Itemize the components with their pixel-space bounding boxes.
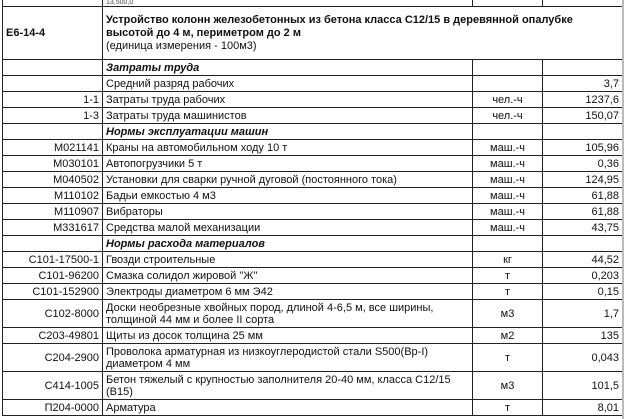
row-value: 105,96 (543, 140, 623, 156)
row-unit: т (473, 284, 543, 300)
table-row (3, 92, 623, 108)
header-row (3, 7, 623, 60)
row-value: 0,36 (543, 156, 623, 172)
row-value: 135 (543, 328, 623, 344)
table-row (3, 156, 623, 172)
row-code: 1-3 (3, 108, 103, 124)
row-unit: маш.-ч (473, 172, 543, 188)
row-code: П204-0000 (3, 400, 103, 416)
norm-title-cell (103, 7, 623, 60)
section-materials-title: Нормы расхода материалов (103, 236, 473, 252)
table-row (3, 220, 623, 236)
row-unit: м3 (473, 372, 543, 400)
row-code: С203-49801 (3, 328, 103, 344)
row-name: Установки для сварки ручной дуговой (постоянного тока) (103, 172, 473, 188)
norm-code: Е6-14-4 (3, 7, 103, 60)
row-name: Вибраторы (103, 204, 473, 220)
row-name: Бадьи емкостью 4 м3 (103, 188, 473, 204)
row-code: М021141 (3, 140, 103, 156)
row-code: С101-152900 (3, 284, 103, 300)
row-unit (473, 76, 543, 92)
row-value: 8,01 (543, 400, 623, 416)
row-unit: т (473, 400, 543, 416)
table-row (3, 344, 623, 372)
table-row (3, 188, 623, 204)
measure-note: (единица измерения - 100м3) (106, 39, 257, 52)
row-code: С101-96200 (3, 268, 103, 284)
table-row (3, 268, 623, 284)
row-name: Средний разряд рабочих (103, 76, 473, 92)
row-value: 61,88 (543, 188, 623, 204)
row-code: С102-8000 (3, 300, 103, 328)
row-value: 1237,6 (543, 92, 623, 108)
row-value: 1,7 (543, 300, 623, 328)
row-code: М110907 (3, 204, 103, 220)
row-name: Затраты труда рабочих (103, 92, 473, 108)
table-row (3, 140, 623, 156)
section-labor-title: Затраты труда (103, 60, 473, 76)
row-unit: маш.-ч (473, 204, 543, 220)
row-name: Доски необрезные хвойных пород, длиной 4-6,5 м, все ширины, толщиной 44 мм и более II сорта (103, 300, 473, 328)
row-unit: маш.-ч (473, 156, 543, 172)
top-fragment: 13,500,0 (103, 0, 473, 7)
row-value: 124,95 (543, 172, 623, 188)
row-code: 1-1 (3, 92, 103, 108)
section-row (3, 124, 623, 140)
row-unit: кг (473, 252, 543, 268)
row-name: Проволока арматурная из низкоуглеродистой стали S500(Вр-I) диаметром 4 мм (103, 344, 473, 372)
table-row (3, 300, 623, 328)
row-code: С101-17500-1 (3, 252, 103, 268)
row-code: С414-1005 (3, 372, 103, 400)
table-row (3, 400, 623, 416)
row-value: 3,7 (543, 76, 623, 92)
row-unit: т (473, 268, 543, 284)
table-row (3, 172, 623, 188)
row-value: 43,75 (543, 220, 623, 236)
table-row (3, 328, 623, 344)
row-code (3, 76, 103, 92)
table-row (3, 372, 623, 400)
row-name: Средства малой механизации (103, 220, 473, 236)
row-unit: чел.-ч (473, 92, 543, 108)
norm-title: Устройство колонн железобетонных из бетона класса С12/15 в деревянной опалубке высотой до 4 м, периметром до 2 м (106, 13, 573, 39)
table-row (3, 252, 623, 268)
row-code: М030101 (3, 156, 103, 172)
section-machines-title: Нормы эксплуатации машин (103, 124, 473, 140)
row-value: 0,043 (543, 344, 623, 372)
row-value: 61,88 (543, 204, 623, 220)
row-name: Смазка солидол жировой "Ж" (103, 268, 473, 284)
row-unit: т (473, 344, 543, 372)
table-row (3, 108, 623, 124)
row-name: Бетон тяжелый с крупностью заполнителя 20-40 мм, класса С12/15 (В15) (103, 372, 473, 400)
row-name: Арматура (103, 400, 473, 416)
row-value: 101,5 (543, 372, 623, 400)
row-name: Гвозди строительные (103, 252, 473, 268)
row-code: М110102 (3, 188, 103, 204)
table-row (3, 284, 623, 300)
row-unit: м3 (473, 300, 543, 328)
norms-table (2, 0, 623, 416)
row-name: Затраты труда машинистов (103, 108, 473, 124)
table-row (3, 204, 623, 220)
row-value: 150,07 (543, 108, 623, 124)
row-name: Щиты из досок толщина 25 мм (103, 328, 473, 344)
row-unit: маш.-ч (473, 140, 543, 156)
row-code: С204-2900 (3, 344, 103, 372)
row-value: 0,203 (543, 268, 623, 284)
row-name: Автопогрузчики 5 т (103, 156, 473, 172)
table-row (3, 76, 623, 92)
row-value: 0,15 (543, 284, 623, 300)
row-unit: маш.-ч (473, 220, 543, 236)
row-name: Электроды диаметром 6 мм Э42 (103, 284, 473, 300)
section-row (3, 60, 623, 76)
row-unit: маш.-ч (473, 188, 543, 204)
row-code: М331617 (3, 220, 103, 236)
section-row (3, 236, 623, 252)
row-unit: чел.-ч (473, 108, 543, 124)
row-unit: м2 (473, 328, 543, 344)
row-code: М040502 (3, 172, 103, 188)
row-name: Краны на автомобильном ходу 10 т (103, 140, 473, 156)
row-value: 44,52 (543, 252, 623, 268)
